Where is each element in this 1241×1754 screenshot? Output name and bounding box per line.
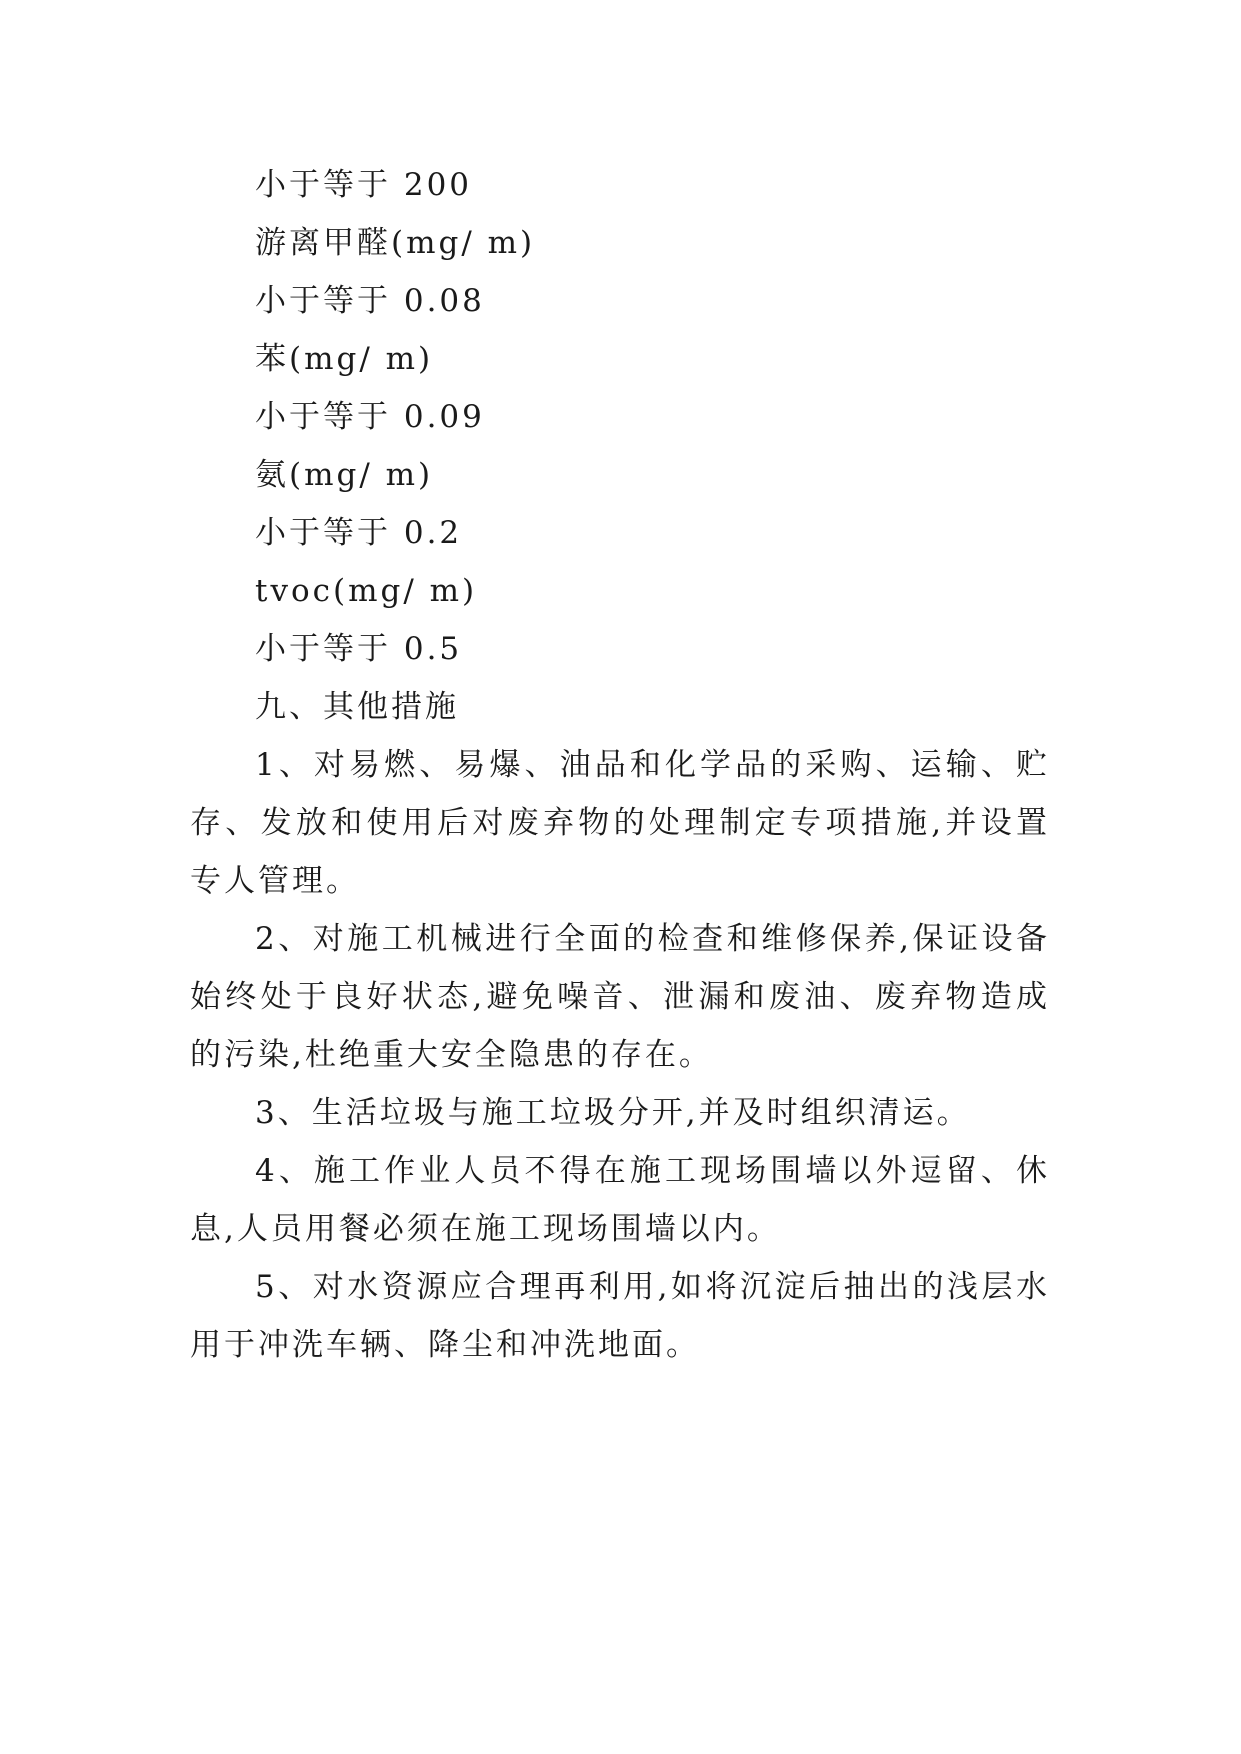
text-line: 小于等于 0.08 bbox=[255, 283, 485, 319]
text-line: tvoc(mg/ m) bbox=[255, 573, 478, 609]
paragraph: 1、对易燃、易爆、油品和化学品的采购、运输、贮存、发放和使用后对废弃物的处理制定专项措施,并设置专人管理。 bbox=[190, 747, 1050, 899]
paragraph: 2、对施工机械进行全面的检查和维修保养,保证设备始终处于良好状态,避免噪音、泄漏和废油、废弃物造成的污染,杜绝重大安全隐患的存在。 bbox=[190, 921, 1050, 1073]
paragraph: 5、对水资源应合理再利用,如将沉淀后抽出的浅层水用于冲洗车辆、降尘和冲洗地面。 bbox=[190, 1269, 1050, 1363]
text-line: 游离甲醛(mg/ m) bbox=[255, 225, 536, 261]
document-body bbox=[190, 156, 1050, 1374]
text-line: 苯(mg/ m) bbox=[255, 341, 434, 377]
text-line: 小于等于 0.5 bbox=[255, 631, 463, 667]
paragraph: 3、生活垃圾与施工垃圾分开,并及时组织清运。 bbox=[255, 1095, 971, 1131]
text-line: 小于等于 0.09 bbox=[255, 399, 485, 435]
text-line: 氨(mg/ m) bbox=[255, 457, 434, 493]
paragraph: 4、施工作业人员不得在施工现场围墙以外逗留、休息,人员用餐必须在施工现场围墙以内。 bbox=[190, 1153, 1050, 1247]
text-line: 小于等于 200 bbox=[255, 167, 473, 203]
text-line: 小于等于 0.2 bbox=[255, 515, 463, 551]
section-heading: 九、其他措施 bbox=[255, 689, 459, 725]
